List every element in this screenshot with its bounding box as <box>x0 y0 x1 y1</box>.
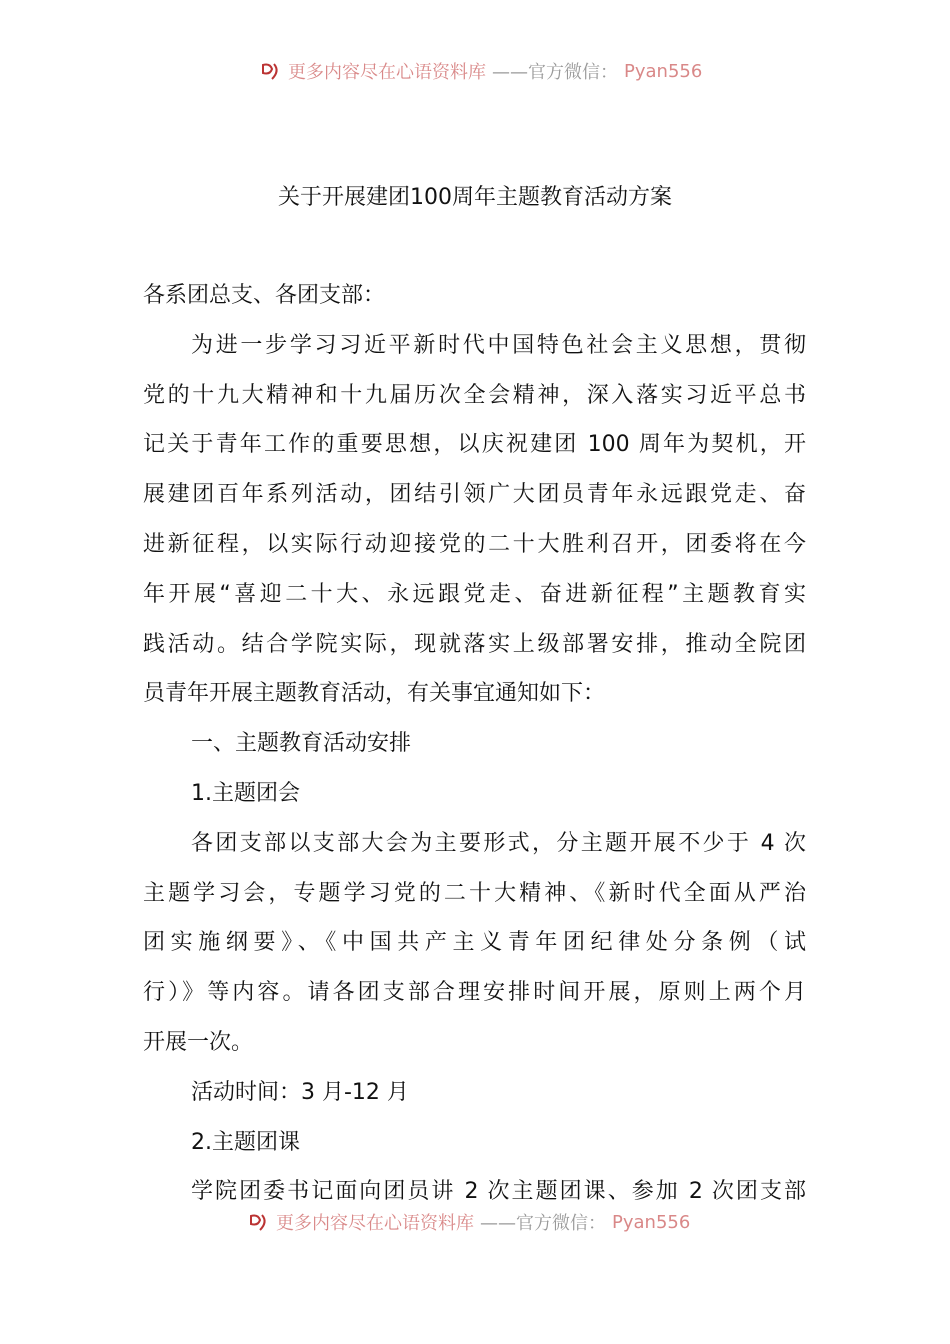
watermark-text: 更多内容尽在心语资料库 <box>288 62 486 83</box>
text-line: 展建团百年系列活动，团结引领广大团员青年永远跟党走、奋 <box>143 482 806 508</box>
text-line: 团实施纲要》、《中国共产主义青年团纪律处分条例（试 <box>143 930 806 956</box>
watermark-wechat: Pyan556 <box>612 1211 691 1233</box>
text-line: 各系团总支、各团支部： <box>143 283 386 308</box>
header-watermark <box>0 58 950 88</box>
footer-watermark <box>0 1209 950 1239</box>
text-line: 践活动。结合学院实际，现就落实上级部署安排，推动全院团 <box>143 631 806 657</box>
text-line: 2.主题团课 <box>191 1129 300 1155</box>
text-line: 活动时间：3 月-12 月 <box>191 1079 409 1105</box>
text-line: 员青年开展主题教育活动，有关事宜通知如下： <box>143 681 606 707</box>
document-title: 关于开展建团100周年主题教育活动方案 <box>278 185 672 210</box>
watermark-text: 更多内容尽在心语资料库 <box>276 1213 474 1234</box>
watermark-wechat: Pyan556 <box>624 60 703 82</box>
text-line: 行）》等内容。请各团支部合理安排时间开展，原则上两个月 <box>143 980 806 1006</box>
text-line: 一、主题教育活动安排 <box>191 731 412 757</box>
text-line: 学院团委书记面向团员讲 2 次主题团课、参加 2 次团支部 <box>191 1179 806 1205</box>
text-line: 为进一步学习习近平新时代中国特色社会主义思想，贯彻 <box>191 332 806 358</box>
text-line: 记关于青年工作的重要思想，以庆祝建团 100 周年为契机，开 <box>143 432 806 458</box>
text-line: 年开展“喜迎二十大、永远跟党走、奋进新征程”主题教育实 <box>143 581 806 607</box>
logo-icon <box>248 1212 270 1232</box>
text-line: 主题学习会，专题学习党的二十大精神、《新时代全面从严治 <box>143 880 806 906</box>
text-line: 开展一次。 <box>143 1029 254 1055</box>
watermark-label: ——官方微信： <box>492 62 618 83</box>
text-line: 各团支部以支部大会为主要形式，分主题开展不少于 4 次 <box>191 830 806 856</box>
text-line: 1.主题团会 <box>191 780 300 806</box>
logo-icon <box>260 61 282 81</box>
document-body <box>143 278 806 1224</box>
text-line: 进新征程，以实际行动迎接党的二十大胜利召开，团委将在今 <box>143 531 806 557</box>
watermark-label: ——官方微信： <box>480 1213 606 1234</box>
text-line: 党的十九大精神和十九届历次全会精神，深入落实习近平总书 <box>143 382 806 408</box>
